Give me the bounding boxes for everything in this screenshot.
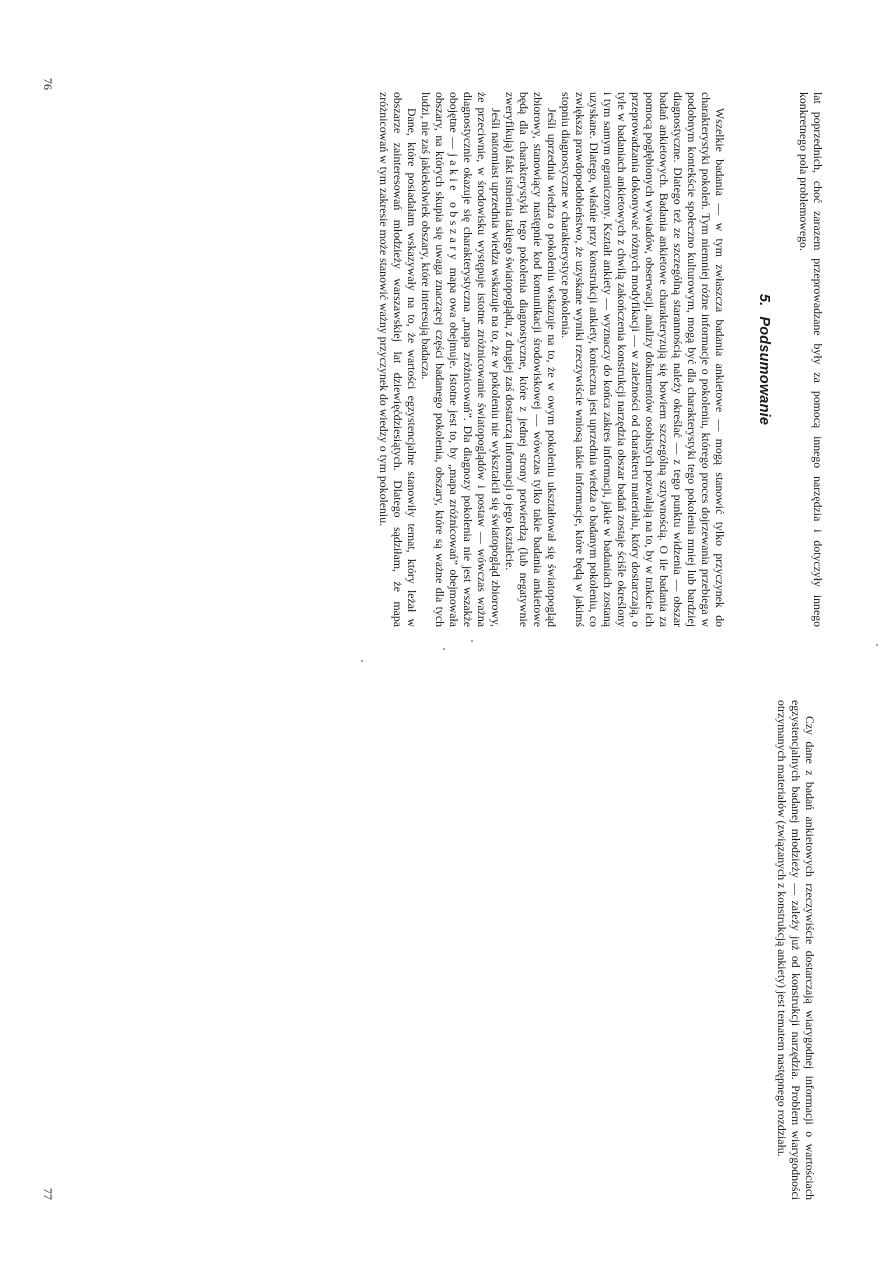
emphasized-phrase: jakie obszary bbox=[447, 153, 461, 264]
section-number: 5. bbox=[756, 293, 772, 307]
scan-speck bbox=[443, 648, 445, 650]
body-paragraph bbox=[419, 92, 503, 627]
continuation-paragraph: lat poprzednich, choć zarazem przeprowadzane były za pomocą innego narzędzia i dotyczyły innego konkretnego pola problemowego. bbox=[797, 92, 825, 627]
left-page bbox=[377, 92, 825, 627]
scan-speck bbox=[361, 660, 363, 662]
page-number-left: 76 bbox=[41, 78, 55, 90]
body-paragraph: Dane, które posiadałam wskazywały na to, że wartości egzystencjalne stanowiły temat, który leżał w obszarze zainteresowań młodzieży warszawskiej lat dziewięćdziesiątych. Dlatego sądziłam, że mapa zróżnicowań w tym zakresie może stanowić ważny przyczynek do wiedzy o tym pokoleniu. bbox=[377, 92, 419, 627]
scan-speck bbox=[471, 640, 473, 642]
body-paragraph: Czy dane z badań ankietowych rzeczywiście dostarczają wiarygodnej informacji o wartościach egzystencjalnych badanej młodzieży — zależy już od konstrukcji narzędzia. Problem wiarygodności otrzymanych materiałów (związanych z konstrukcją ankiety) jest tematem następnego rozdziału. bbox=[775, 700, 817, 1200]
paragraph-text: Jeśli natomiast uprzednia wiedza wskazuje na to, że w pokoleniu nie wykształcił się światopogląd zbiorowy, że przeciwnie, w środowisku występuje istotne zróżnicowanie światopoglądów i postaw — wówczas ważna diagnostycznie okazuje się charakterystyczna „mapa zróżnicowań”. Dla diagnozy pokolenia nie jest wszakże obojętne — bbox=[447, 92, 503, 627]
scan-speck bbox=[876, 644, 878, 646]
body-paragraph: Wszelkie badania — w tym zwłaszcza badania ankietowe — mogą stanowić tylko przyczynek do charakterystyki pokoleń. Tym niemniej różne informacje o pokoleniu, którego proces dojrzewania przebiega w podobnym kontekście społeczno kulturowym, mogą być dla charakterystyki tego pokolenia mniej lub bardziej diagnostyczne. Dlatego też ze szczególną starannością należy określać — z tego punktu widzenia — obszar badań ankietowych. Badania ankietowe charakteryzują się bowiem szczególną sztywnością. O ile badania za pomocą pogłębionych wywiadów, obserwacji, analizy dokumentów osobistych pozwalają na to, by w trakcie ich przeprowadzania dokonywać różnych modyfikacji — w zależności od charakteru materiału, który dostarczają, o tyle w badaniach ankietowych z chwilą zakończenia konstrukcji narzędzia obszar badań zostaje ściśle określony i tym samym ograniczony. Kształt ankiety — wyznaczy do końca zakres informacji, jakie w badaniach zostaną uzyskane. Dlatego, właśnie przy konstrukcji ankiety, konieczna jest uprzednia wiedza o badanym pokoleniu, co zwiększa prawdopodobieństwo, że uzyskane wyniki rzeczywiście wniosą takie informacje, które będą w jakimś stopniu diagnostyczne w charakterystyce pokolenia. bbox=[559, 92, 727, 627]
section-heading bbox=[757, 92, 771, 627]
right-page bbox=[775, 700, 817, 1200]
paragraph-text: mapa owa obejmuje. Istotne jest to, by „mapa zróżnicowań” obejmowała obszary, na których skupia się uwaga znaczącej części badanego pokolenia, obszary, które są ważne dla tych ludzi, nie zaś jakiekolwiek obszary, które interesują badacza. bbox=[419, 92, 461, 627]
page-number-right: 77 bbox=[41, 1188, 55, 1200]
body-paragraph: Jeśli uprzednia wiedza o pokoleniu wskazuje na to, że w owym pokoleniu ukształtował się światopogląd zbiorowy, stanowiący następnie kod komunikacji środowiskowej — wówczas tylko takie badania ankietowe będą dla charakterystyki tego pokolenia diagnostyczne, które z jednej strony potwierdzą (lub negatywnie zweryfikują) fakt istnienia takiego światopoglądu, z drugiej zaś dostarczą informacji o jego kształcie. bbox=[503, 92, 559, 627]
section-title: Podsumowanie bbox=[756, 316, 772, 426]
